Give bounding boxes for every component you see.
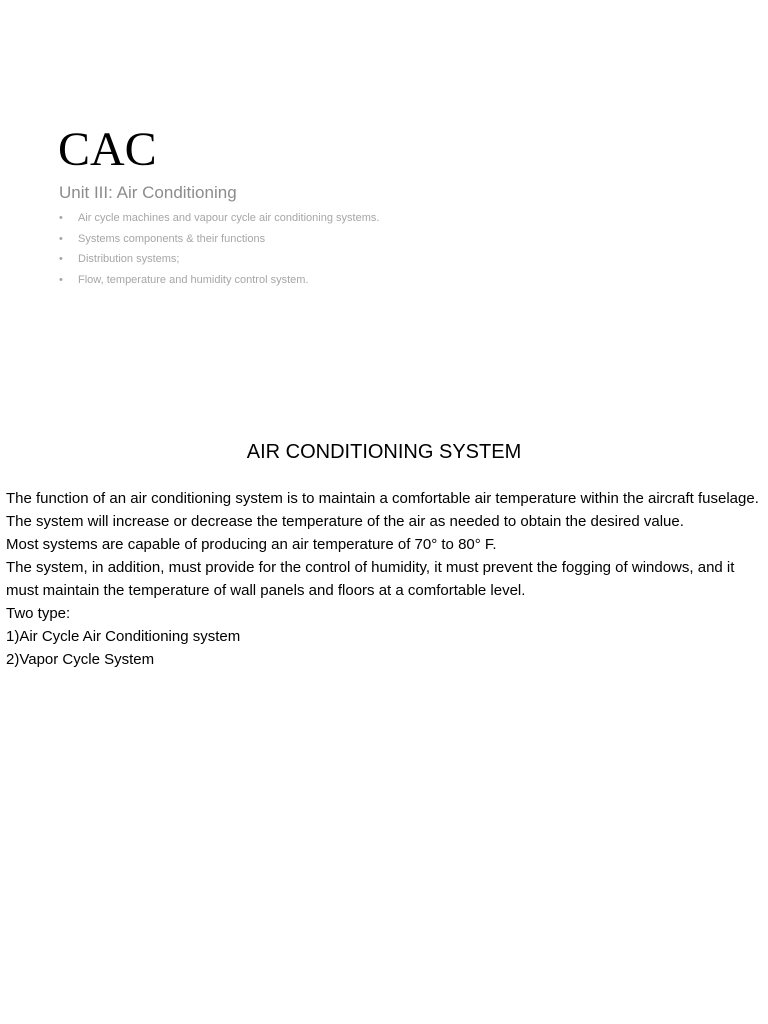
bullet-marker: • <box>59 253 63 265</box>
body-text <box>6 487 762 671</box>
paragraph: 2)Vapor Cycle System <box>6 651 155 668</box>
title-slide <box>0 0 768 400</box>
paragraph: Most systems are capable of producing an air temperature of 70° to 80° F. <box>6 536 497 553</box>
paragraph: 1)Air Cycle Air Conditioning system <box>6 628 241 645</box>
topic-item <box>59 229 379 250</box>
slide-title: CAC <box>58 123 157 176</box>
bullet-marker: • <box>59 273 63 286</box>
topic-text: Distribution systems; <box>78 253 180 265</box>
paragraph: The system, in addition, must provide for the control of humidity, it must prevent the fogging of windows, and it must maintain the temperature of wall panels and floors at a comfortable level. <box>6 559 735 599</box>
slide-subtitle: Unit III: Air Conditioning <box>59 183 237 202</box>
topic-text: Air cycle machines and vapour cycle air conditioning systems. <box>78 212 380 224</box>
topic-item <box>59 208 379 229</box>
paragraph: The function of an air conditioning system is to maintain a comfortable air temperature within the aircraft fuselage. <box>6 490 759 507</box>
bullet-marker: • <box>59 232 63 245</box>
section-heading: AIR CONDITIONING SYSTEM <box>246 441 522 463</box>
content-slide <box>0 430 768 750</box>
topic-list <box>59 208 379 290</box>
paragraph: The system will increase or decrease the temperature of the air as needed to obtain the desired value. <box>6 513 684 530</box>
topic-text: Flow, temperature and humidity control system. <box>78 273 309 286</box>
bullet-marker: • <box>59 212 63 224</box>
topic-item <box>59 270 379 291</box>
topic-text: Systems components & their functions <box>78 232 266 245</box>
paragraph: Two type: <box>6 605 71 622</box>
topic-item <box>59 249 379 270</box>
